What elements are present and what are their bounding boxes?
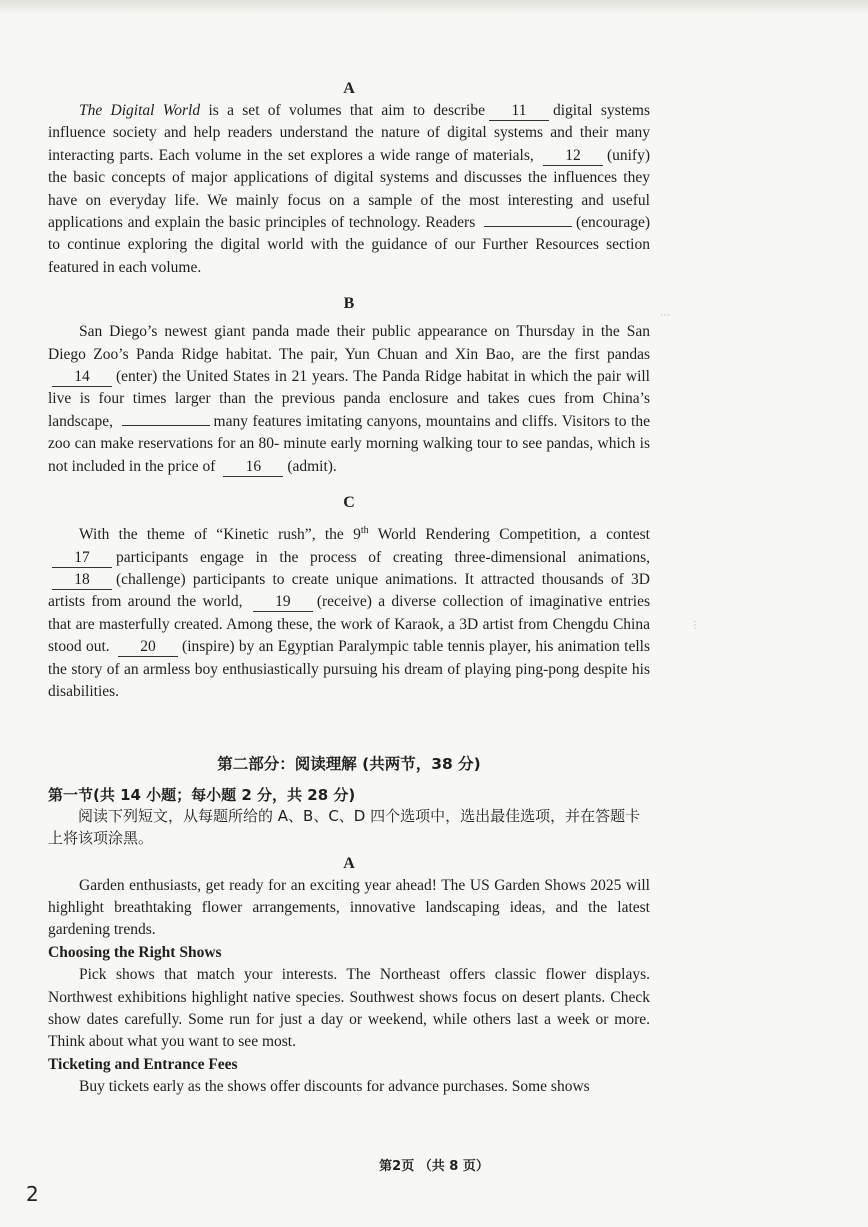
section-a-letter: A [343, 80, 355, 97]
text: San Diego’s newest giant panda made their public appearance on Thursday in the San Diego Zoo’s Panda Ridge habitat. The pair, Yun Chuan and Xin Bao, are the first pandas [48, 323, 650, 363]
section-b-passage [48, 321, 650, 478]
page-number: 2 [26, 1182, 39, 1206]
margin-scribble: ⋮ [690, 620, 700, 631]
book-title: The Digital World [79, 102, 201, 119]
text: (challenge) participants to create unique animations. It attracted thousands of 3D artists from around the world, [48, 571, 650, 611]
subheading-ticketing: Ticketing and Entrance Fees [48, 1055, 238, 1073]
text: (unify) the basic concepts of major applications of digital systems and discusses the influences they have on everyday life. We mainly focus on a sample of the most interesting and useful applications and explain the basic principles of technology. Readers [48, 146, 651, 232]
blank-20: 20 [118, 638, 178, 657]
blank-12: 12 [543, 147, 603, 166]
reading-a-letter: A [343, 854, 355, 872]
blank-15 [122, 425, 210, 426]
section-a-passage [48, 100, 650, 279]
blank-13 [484, 226, 572, 227]
scan-top-edge [0, 0, 868, 16]
text: (enter) the United States in 21 years. The Panda Ridge habitat in which the pair will live is four times larger than the previous panda enclosure and takes cues from China’s landscape, [48, 368, 650, 430]
text: is a set of volumes that aim to describe [208, 102, 485, 119]
instructions: 阅读下列短文，从每题所给的 A、B、C、D 四个选项中，选出最佳选项，并在答题卡上将该项涂黑。 [48, 806, 641, 847]
text: (encourage) to continue exploring the digital world with the guidance of our Further Resources section featured in each volume. [48, 214, 650, 276]
reading-a-choosing: Pick shows that match your interests. The Northeast offers classic flower displays. Northwest exhibitions highlight native species. Southwest shows focus on desert plants. Check show dates carefully. Some run for just a day or weekend, while others last a week or more. Think about what you want to see most. [48, 966, 650, 1051]
section-c-letter: C [343, 494, 355, 512]
section-b-letter: B [343, 295, 355, 313]
text: (admit). [287, 457, 337, 475]
blank-11: 11 [489, 102, 549, 121]
text: (inspire) by an Egyptian Paralympic table tennis player, his animation tells the story of an armless boy enthusiastically pursuing his dream of playing ping-pong despite his disabilities. [48, 638, 650, 701]
text: participants engage in the process of creating three-dimensional animations, [116, 548, 650, 566]
blank-17: 17 [52, 549, 112, 568]
reading-a-ticketing: Buy tickets early as the shows offer discounts for advance purchases. Some shows [79, 1078, 590, 1096]
subheading-choosing-shows: Choosing the Right Shows [48, 943, 222, 961]
section-c-passage [48, 520, 650, 703]
reading-a-intro: Garden enthusiasts, get ready for an exciting year ahead! The US Garden Shows 2025 will highlight breathtaking flower arrangements, innovative landscaping ideas, and the latest gardening trends. [48, 876, 650, 939]
part-two-heading: 第二部分：阅读理解 (共两节，38 分) [217, 754, 481, 773]
text: many features imitating canyons, mountains and cliffs. Visitors to the zoo can make reservations for an 80- minute early morning walking tour to see pandas, which is not included in the price of [48, 412, 650, 475]
blank-19: 19 [253, 593, 313, 612]
text: With the theme of “Kinetic rush”, the 9 [79, 526, 361, 544]
margin-scribble: ⋯ [660, 310, 670, 321]
blank-18: 18 [52, 571, 112, 590]
text: (receive) a diverse collection of imaginative entries that are masterfully created. Among these, the work of Karaok, a 3D artist from Chengdu China stood out. [48, 593, 650, 656]
section-one-heading: 第一节(共 14 小题；每小题 2 分，共 28 分) [48, 785, 356, 804]
blank-14: 14 [52, 368, 112, 387]
text: World Rendering Competition, a contest [377, 526, 650, 544]
exam-page [48, 78, 650, 1099]
superscript: th [360, 525, 369, 537]
page-footer: 第2页 （共 8 页） [379, 1159, 489, 1174]
text: digital systems influence society and help readers understand the nature of digital systems and their many interacting parts. Each volume in the set explores a wide range of materials, [48, 102, 650, 164]
blank-16: 16 [223, 458, 283, 477]
